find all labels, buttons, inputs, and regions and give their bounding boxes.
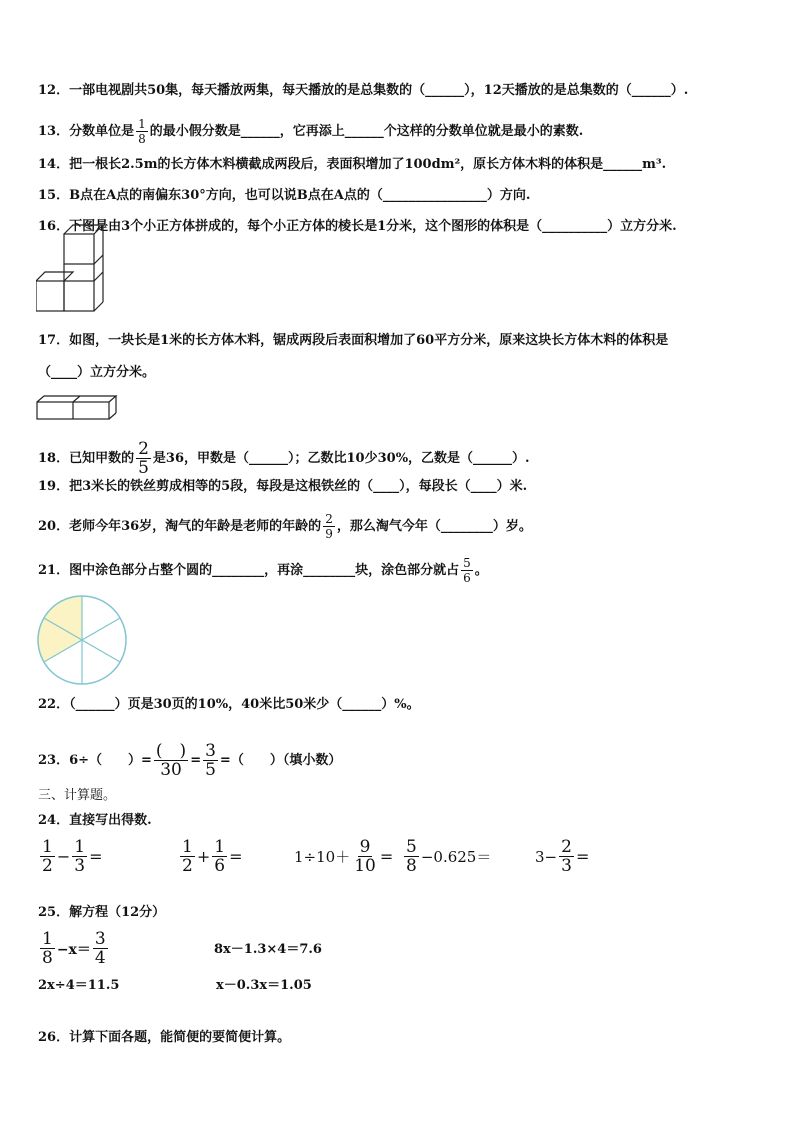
q24-e5-d1: 3 xyxy=(561,856,572,876)
question-23 xyxy=(38,742,341,779)
q21-frac-den: 6 xyxy=(463,571,471,585)
q24-e5-frac xyxy=(559,838,574,875)
q25-e1-mid: −x＝ xyxy=(56,941,91,958)
q24-e5-pre: 3− xyxy=(535,847,558,866)
q20-frac-num: 2 xyxy=(325,512,333,526)
q24-e1-n1: 1 xyxy=(42,837,53,857)
question-13 xyxy=(38,117,583,146)
cubes-figure xyxy=(36,222,106,314)
q24-e1-d2: 3 xyxy=(74,856,86,876)
q23-text-a: 23．6÷（ ）= xyxy=(38,752,152,768)
q25-e1-n2: 3 xyxy=(94,929,106,949)
q25-e1-d1: 8 xyxy=(42,948,53,968)
question-12: 12．一部电视剧共50集，每天播放两集，每天播放的是总集数的（______），12天播放的是总集数的（______）. xyxy=(38,83,689,98)
q24-e2-n2: 1 xyxy=(214,837,226,857)
q13-text-b: 的最小假分数是______，它再添上______个这样的分数单位就是最小的素数. xyxy=(149,124,584,139)
question-17-line-1: 17．如图，一块长是1米的长方体木料，锯成两段后表面积增加了60平方分米，原来这块长方体木料的体积是 xyxy=(38,333,669,348)
q25-eq-1 xyxy=(38,930,110,967)
q25-eq-3: 2x÷4＝11.5 xyxy=(38,978,120,993)
q24-expr-1 xyxy=(38,838,102,875)
pie-figure xyxy=(36,594,128,686)
q20-fraction xyxy=(323,512,335,541)
q24-e1-frac-1 xyxy=(40,838,55,875)
q24-e2-frac-2 xyxy=(212,838,227,875)
section-3-heading: 三、计算题。 xyxy=(38,788,117,803)
q24-e5-eq: = xyxy=(575,847,590,866)
question-17-line-2: （____）立方分米。 xyxy=(38,365,156,380)
question-25-title: 25．解方程（12分） xyxy=(38,905,166,920)
q25-eq-2: 8x－1.3×4＝7.6 xyxy=(214,942,322,957)
q20-text-a: 20．老师今年36岁，淘气的年龄是老师的年龄的 xyxy=(38,519,322,534)
q23-f2-num: 3 xyxy=(205,741,216,761)
q25-e1-frac-1 xyxy=(40,930,55,967)
q24-e5-n1: 2 xyxy=(561,837,572,857)
q23-fraction-2 xyxy=(203,742,218,779)
question-20 xyxy=(38,512,532,541)
q23-f1-den: 30 xyxy=(160,760,182,780)
q18-fraction xyxy=(136,440,151,477)
question-14: 14．把一根长2.5m的长方体木料横截成两段后，表面积增加了100dm²，原长方体木料的体积是______m³. xyxy=(38,157,667,172)
question-18 xyxy=(38,440,530,477)
q18-text-a: 18．已知甲数的 xyxy=(38,451,135,466)
q20-text-b: ，那么淘气今年（________）岁。 xyxy=(336,519,532,534)
q21-text-a: 21．图中涂色部分占整个圆的________，再涂________块，涂色部分就占 xyxy=(38,563,460,578)
question-15: 15．B点在A点的南偏东30°方向，也可以说B点在A点的（________________）方向. xyxy=(38,188,531,203)
q23-f1-num: ( ) xyxy=(155,741,187,761)
q25-e1-frac-2 xyxy=(93,930,108,967)
question-24-title: 24．直接写出得数. xyxy=(38,813,152,828)
q24-expr-2 xyxy=(178,838,242,875)
q24-e3-n1: 9 xyxy=(359,837,371,857)
q24-expr-4 xyxy=(402,838,491,875)
question-21 xyxy=(38,556,488,585)
q24-e3-frac xyxy=(352,838,378,875)
q24-e1-n2: 1 xyxy=(74,837,86,857)
q13-text-a: 13．分数单位是 xyxy=(38,124,135,139)
q24-e4-frac xyxy=(404,838,419,875)
q24-e3-pre: 1÷10＋ xyxy=(294,848,351,866)
q23-eq: = xyxy=(190,752,202,768)
q24-e4-d1: 8 xyxy=(406,856,417,876)
q24-e1-d1: 2 xyxy=(42,856,53,876)
q24-e3-d1: 10 xyxy=(354,856,376,876)
q13-fraction xyxy=(136,117,148,146)
q24-expr-5 xyxy=(535,838,589,875)
q23-fraction-1 xyxy=(154,742,188,779)
q24-e4-n1: 5 xyxy=(406,837,417,857)
q24-e2-frac-1 xyxy=(180,838,195,875)
q21-fraction xyxy=(461,556,473,585)
question-22: 22．（______）页是30页的10%，40米比50米少（______）%。 xyxy=(38,697,420,712)
q20-frac-den: 9 xyxy=(325,527,333,541)
q21-text-b: 。 xyxy=(474,563,488,578)
q24-e1-op: − xyxy=(56,847,71,866)
q23-text-b: =（ ）（填小数） xyxy=(219,752,342,768)
q24-e2-eq: = xyxy=(229,847,243,866)
q21-frac-num: 5 xyxy=(463,556,471,570)
q24-e3-eq: = xyxy=(379,847,394,866)
q24-expr-3 xyxy=(294,838,393,875)
q18-text-b: 是36，甲数是（______）；乙数比10少30%，乙数是（______）. xyxy=(152,451,530,466)
q25-eq-4: x－0.3x＝1.05 xyxy=(216,978,312,993)
question-19: 19．把3米长的铁丝剪成相等的5段，每段是这根铁丝的（____），每段长（____）米. xyxy=(38,479,528,494)
q24-e2-d1: 2 xyxy=(182,856,193,876)
q24-e1-frac-2 xyxy=(72,838,87,875)
q13-frac-den: 8 xyxy=(138,132,146,146)
q18-frac-den: 5 xyxy=(138,458,149,478)
q13-frac-num: 1 xyxy=(138,117,146,131)
q25-e1-n1: 1 xyxy=(42,929,53,949)
q24-e1-eq: = xyxy=(89,847,103,866)
q24-e2-n1: 1 xyxy=(182,837,193,857)
q23-f2-den: 5 xyxy=(205,760,216,780)
wood-block-figure xyxy=(36,395,120,421)
q24-e4-rest: −0.625＝ xyxy=(420,848,492,866)
q24-e2-op: + xyxy=(196,847,211,866)
q18-frac-num: 2 xyxy=(138,439,149,459)
q24-e2-d2: 6 xyxy=(214,856,226,876)
question-26: 26．计算下面各题，能简便的要简便计算。 xyxy=(38,1030,291,1045)
question-16: 16．下图是由3个小正方体拼成的，每个小正方体的棱长是1分米，这个图形的体积是（__________）立方分米. xyxy=(38,219,677,234)
q25-e1-d2: 4 xyxy=(94,948,106,968)
